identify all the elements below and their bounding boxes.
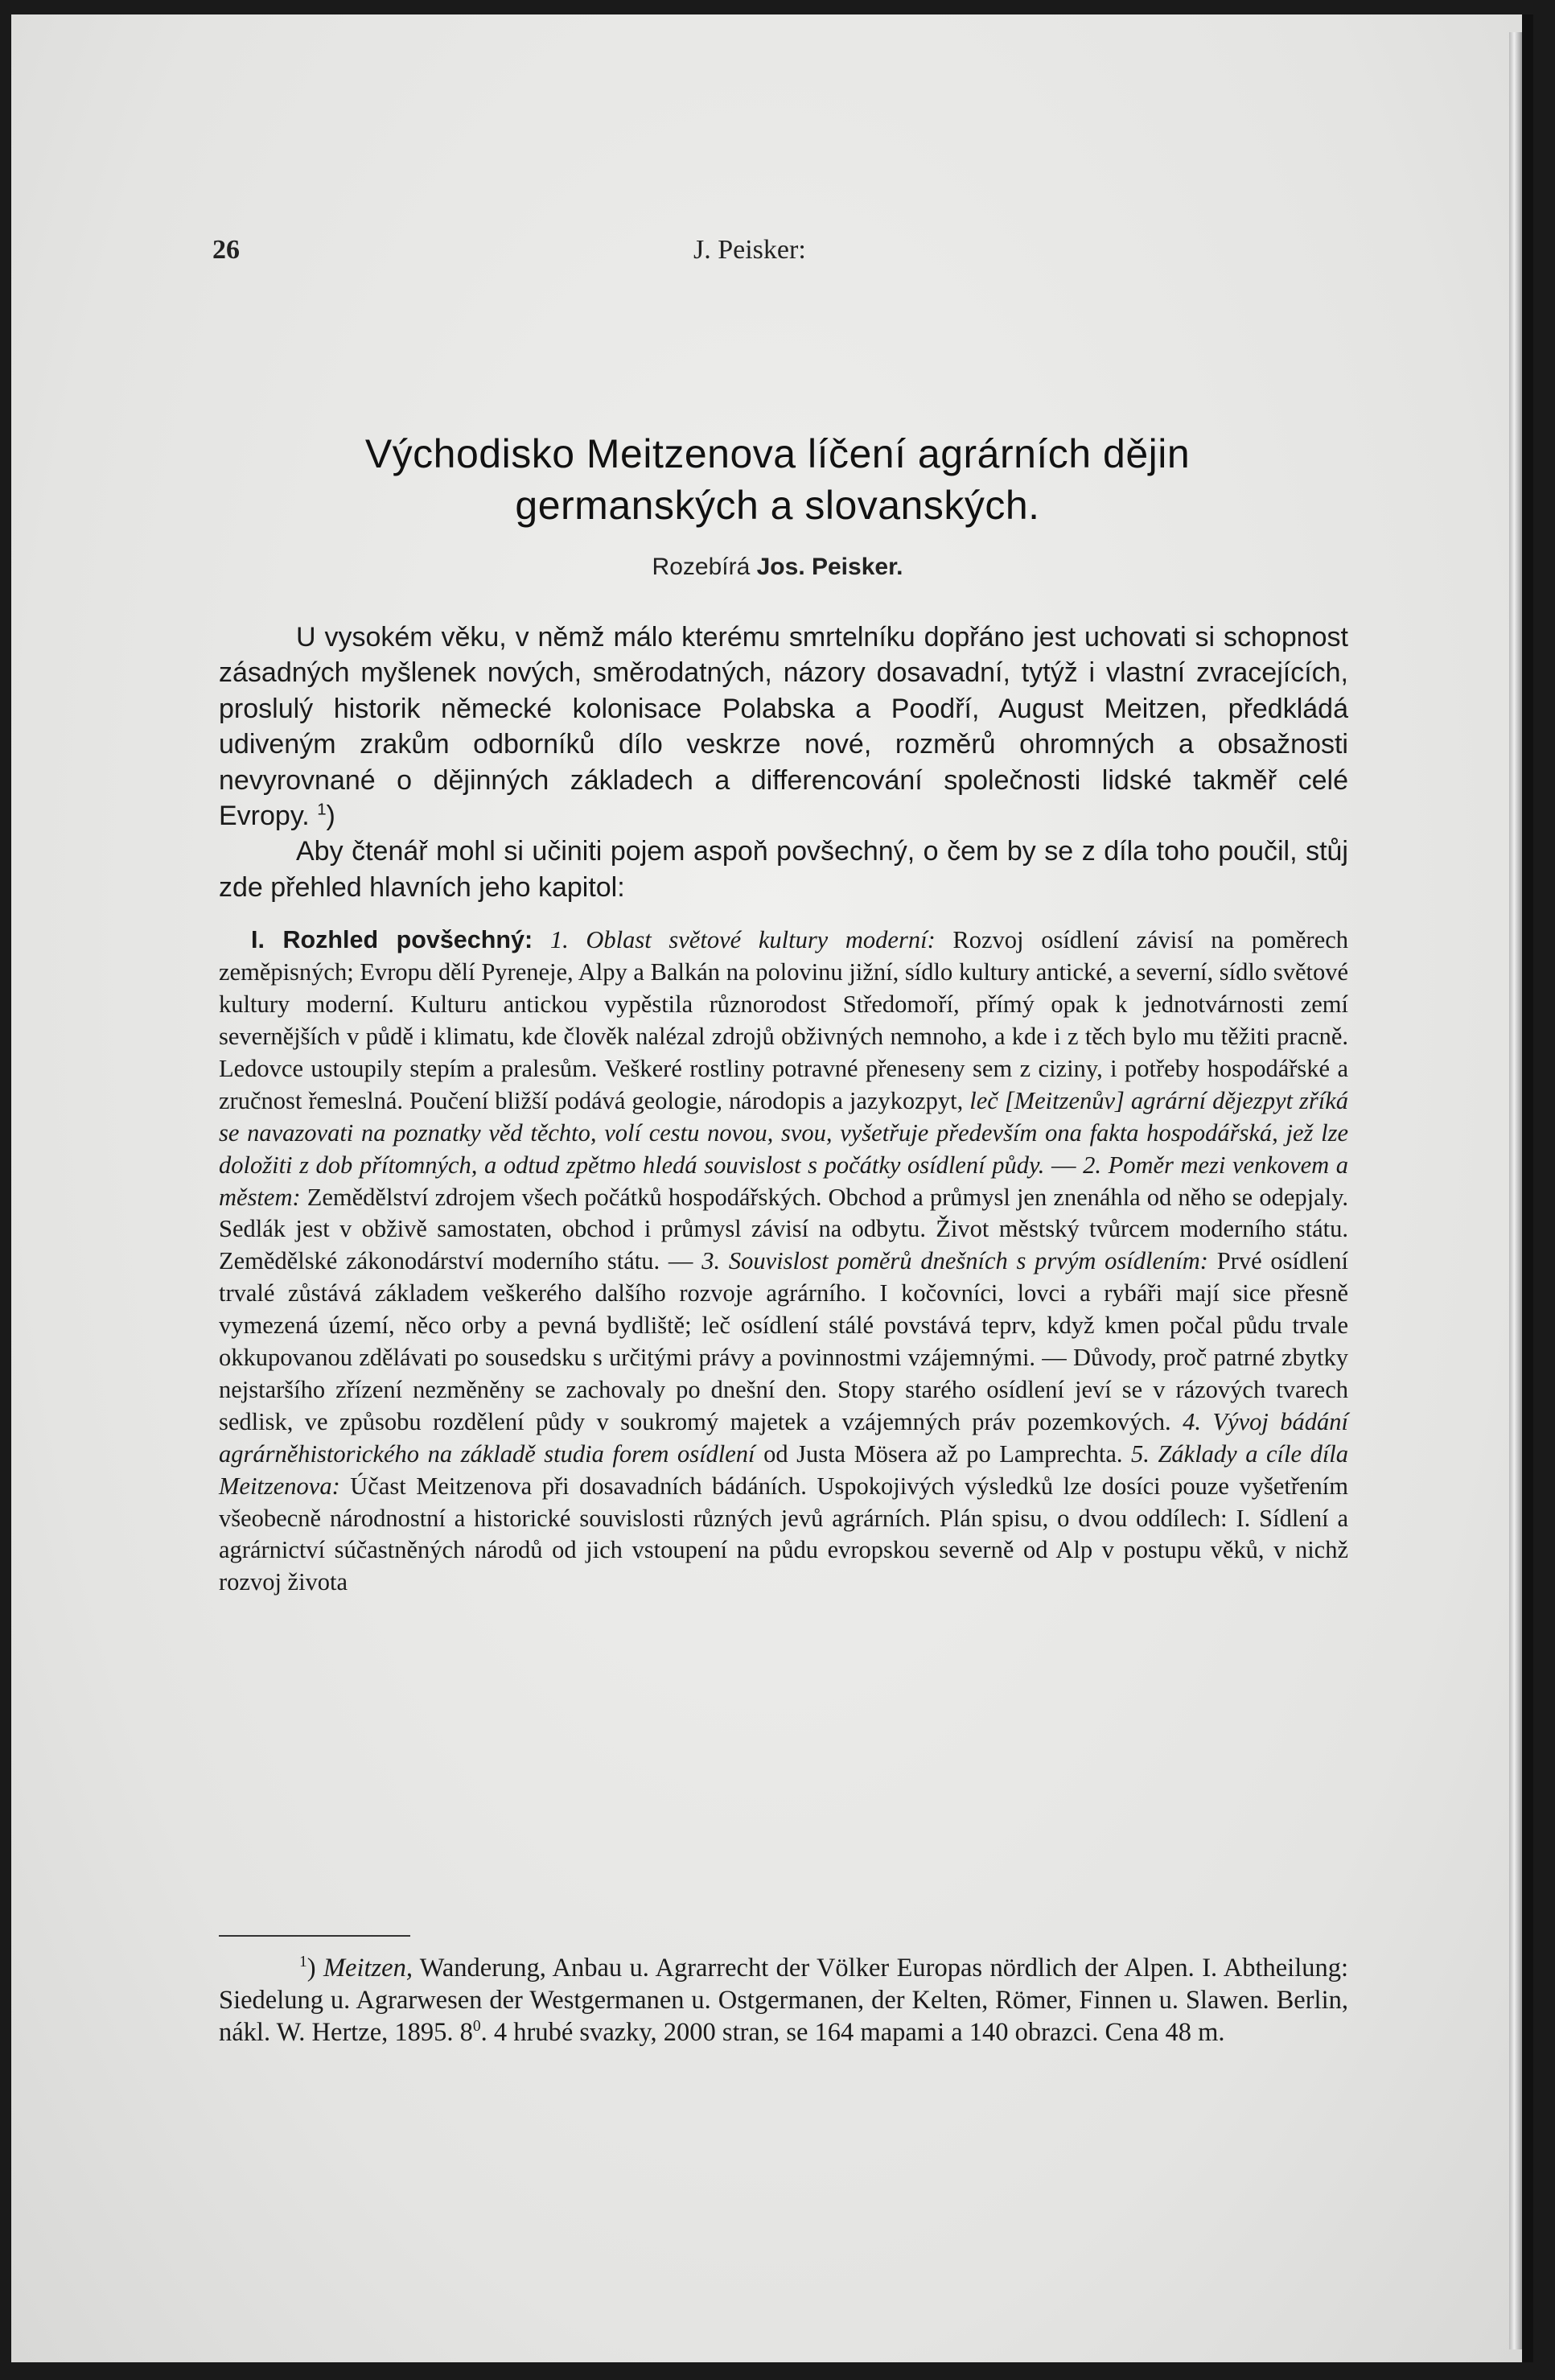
- footnote-text-end: . 4 hrubé svazky, 2000 stran, se 164 mapami a 140 obrazci. Cena 48 m.: [480, 2018, 1225, 2047]
- s2-text: Zemědělství zdrojem všech počátků hospodářských. Obchod a průmysl jen znenáhla od něho se odepjaly. Sedlák jest v obživě samostaten, obchod i průmysl závisí na odbytu. Život městský tvůrcem moderního státu. Zemědělské zákonodárství moderního státu. —: [219, 1183, 1348, 1275]
- page-edge-shadow: [1509, 32, 1522, 2349]
- footnote: [219, 1952, 1348, 2049]
- title-line-1: Východisko Meitzenova líčení agrárních dějin: [364, 431, 1191, 476]
- footnote-degree: 0: [472, 2018, 481, 2036]
- article-title: [0, 428, 1555, 531]
- intro-paragraph-2: Aby čtenář mohl si učiniti pojem aspoň povšechný, o čem by se z díla toho poučil, stůj zde přehled hlavních jeho kapitol:: [219, 836, 1348, 903]
- s4-number: 4.: [1183, 1407, 1201, 1435]
- section-heading: I. Rozhled povšechný:: [251, 926, 533, 954]
- s2-number: 2.: [1083, 1151, 1101, 1179]
- byline: [0, 554, 1555, 581]
- intro-paragraph-1-text: U vysokém věku, v němž málo kterému smrtelníku dopřáno jest uchovati si schopnost zásadných myšlenek nových, směrodatných, názory dosavadní, tytýž i vlastní zvracejících, proslulý historik německé kolonisace Polabska a Poodří, August Meitzen, předkládá udiveným zrakům odborníků dílo veskrze nové, rozměrů ohromných a obsažnosti nevyrovnané o dějinných základech a differencování společnosti lidské takměř celé Evropy.: [219, 622, 1348, 832]
- s1-italic-text: leč [Meitzenův] agrární dějezpyt zříká se navazovati na poznatky věd těchto, volí cestu novou, svou, vyšetřuje především ona fakta hospodářská, jež lze doložiti z dob přítomných, a odtud zpětmo hledá souvislost s počátky osídlení půdy.: [219, 1086, 1349, 1179]
- s5-title: Základy a cíle díla Meitzenova:: [219, 1439, 1349, 1500]
- intro: [219, 620, 1348, 905]
- page-number: 26: [212, 235, 240, 265]
- footnote-author: Meitzen,: [323, 1954, 413, 1983]
- intro-paragraph-1: [219, 620, 1348, 834]
- footnote-reference-paren: ): [326, 801, 335, 832]
- footnote-divider: [219, 1935, 410, 1937]
- s3-title: Souvislost poměrů dnešních s prvým osídlením:: [728, 1247, 1208, 1275]
- s3-text: Prvé osídlení trvalé zůstává základem veškerého dalšího rozvoje agrárního. I kočovníci, lovci a rybáři mají sice přesně vymezená území, něco orby a pevná bydliště; leč osídlení stálé povstává teprv, když kmen počal půdu trvale okkupovanou zdělávati po sousedsku s určitými právy a povinnostmi vzájemnými. — Důvody, proč patrné zbytky nejstaršího zřízení nezměněny se zachovaly po dnešní den. Stopy starého osídlení jeví se v rázových tvarech sedlisk, ve způsobu rozdělení půdy v soukromý majetek a vzájemných práv pozemkových.: [219, 1247, 1348, 1435]
- chapter-overview: [219, 924, 1348, 1599]
- page-header: [0, 235, 1555, 275]
- s1-title: Oblast světové kultury moderní:: [586, 926, 936, 954]
- s1-dash: —: [1051, 1151, 1076, 1179]
- s4-text: od Justa Mösera až po Lamprechta.: [763, 1439, 1123, 1468]
- s2-title: Poměr mezi venkovem a městem:: [219, 1151, 1349, 1211]
- title-line-2: germanských a slovanských.: [515, 483, 1040, 528]
- byline-author: Jos. Peisker.: [756, 554, 903, 580]
- s3-number: 3.: [701, 1247, 721, 1275]
- s5-text: Účast Meitzenova při dosavadních bádáních. Uspokojivých výsledků lze dosíci pouze vyšetřením všeobecně národnostní a historické souvislosti různých jevů agrárních. Plán spisu, o dvou oddílech: I. Sídlení a agrárnictví súčastněných národů od jich vstoupení na půdu evropskou severně od Alp v postupu věků, v nichž rozvoj života: [219, 1472, 1348, 1596]
- s5-number: 5.: [1131, 1439, 1150, 1468]
- footnote-reference: 1: [317, 801, 327, 819]
- footnote-marker-paren: ): [306, 1954, 316, 1983]
- s1-number: 1.: [549, 926, 569, 954]
- article-body: [219, 620, 1348, 1599]
- s4-title: Vývoj bádání agrárněhistorického na základě studia forem osídlení: [219, 1407, 1348, 1468]
- s1-text: Rozvoj osídlení závisí na poměrech zeměpisných; Evropu dělí Pyreneje, Alpy a Balkán na polovinu jižní, sídlo kultury antické, a severní, sídlo světové kultury moderní. Kulturu antickou vypěstila různorodost Středomoří, přímý opak k jednotvárnosti zemí severnějších v půdě i klimatu, kde člověk nalézal zdrojů obživných nemnoho, a kde i z těch bylo mu těžiti pracně. Ledovce ustoupily stepím a pralesům. Veškeré rostliny potravné přeneseny sem z ciziny, i potřeby hospodářské a zručnost řemeslná. Poučení bližší podává geologie, národopis a jazykozpyt,: [219, 926, 1349, 1114]
- byline-prefix: Rozebírá: [652, 554, 751, 580]
- running-head: J. Peisker:: [693, 235, 806, 265]
- footnote-marker: 1: [299, 1954, 307, 1971]
- footnote-text: Wanderung, Anbau u. Agrarrecht der Völker Europas nördlich der Alpen. I. Abtheilung: Siedelung u. Agrarwesen der Westgermanen u. Ostgermanen, der Kelten, Römer, Finnen u. Slawen. Berlin, nákl. W. Hertze, 1895. 8: [219, 1954, 1349, 2047]
